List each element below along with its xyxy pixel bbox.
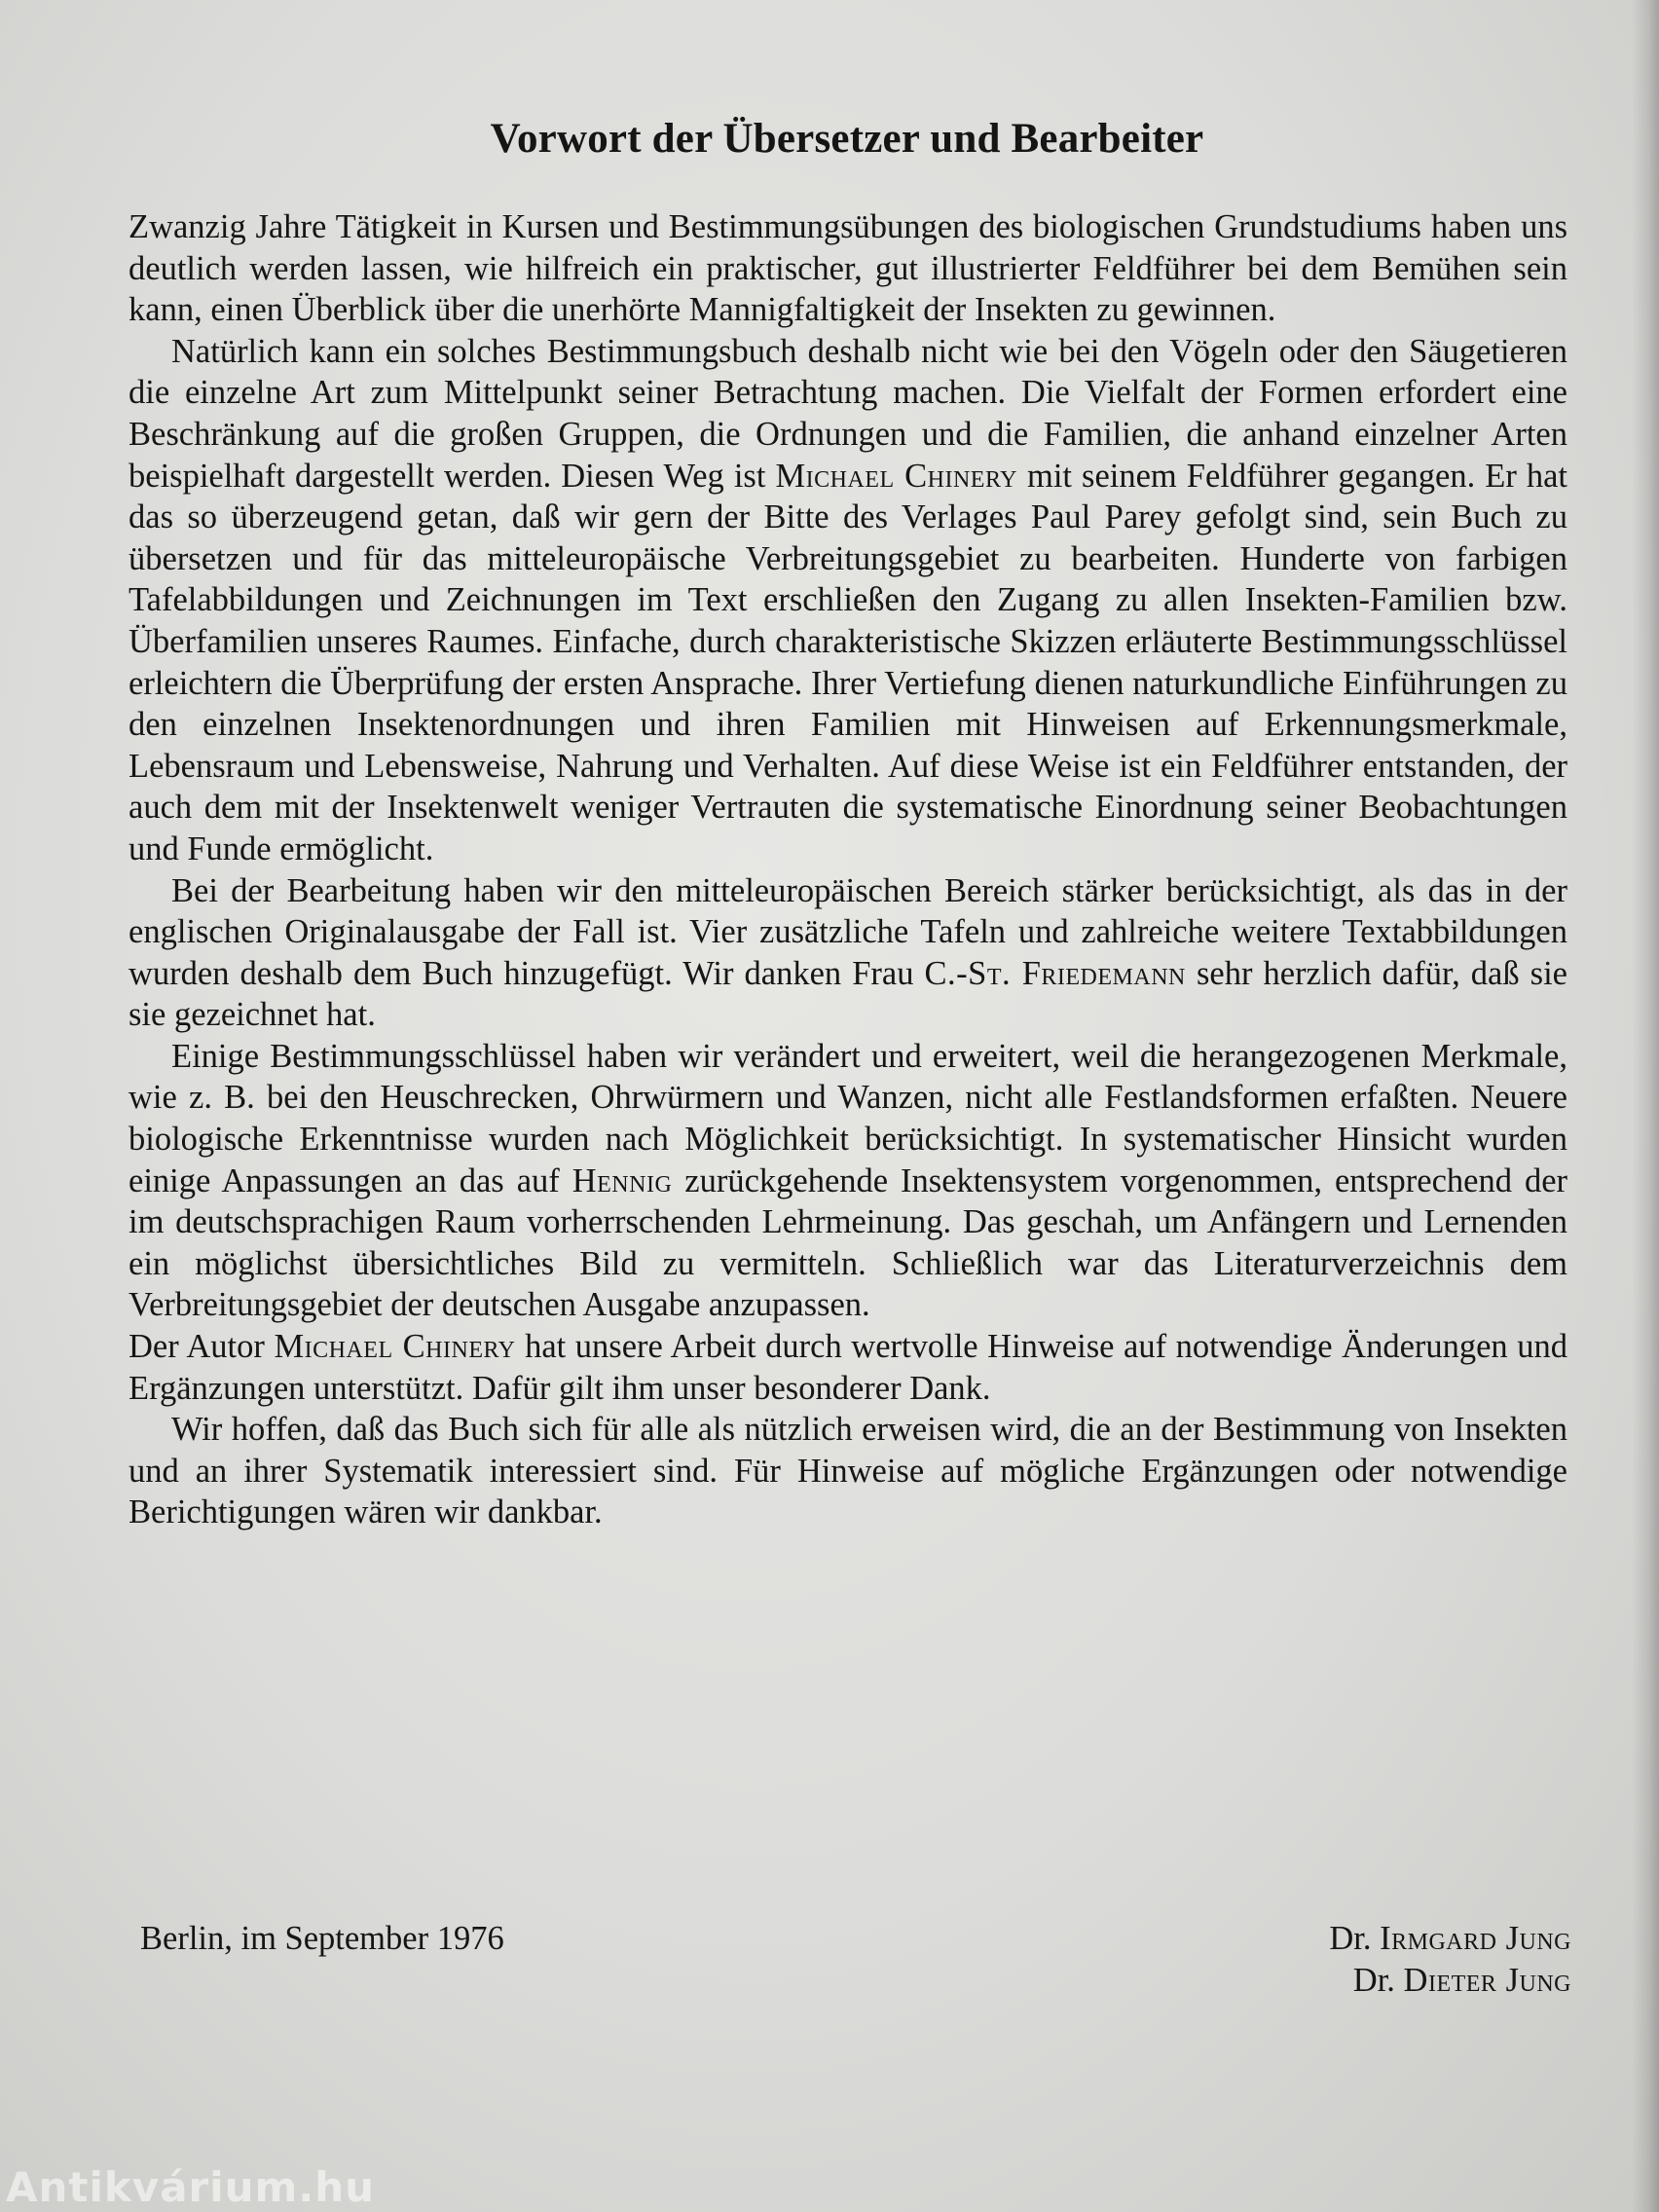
closing-block <box>140 1918 1571 2015</box>
paragraph <box>129 1409 1567 1533</box>
paragraph-text: Wir hoffen, daß das Buch sich für alle als nützlich erweisen wird, die an der Bestimmung von Insekten und an ihrer Systematik interessiert sind. Für Hinweise auf mögliche Ergänzungen oder notwendige Berichtigungen wären wir dankbar. <box>129 1411 1567 1531</box>
person-name: Michael Chinery <box>274 1328 516 1366</box>
paragraph-text: Zwanzig Jahre Tätigkeit in Kursen und Bestimmungsübungen des biologischen Grundstudiums haben uns deutlich werden lassen, wie hilfreich ein praktischer, gut illustrierter Feldführer bei dem Bemühen sein kann, einen Überblick über die unerhörte Mannigfaltigkeit der Insekten zu gewinnen. <box>129 208 1567 329</box>
page-edge-shadow <box>1632 0 1659 2212</box>
signature-title: Dr. <box>1352 1961 1404 1999</box>
paragraph-text: Bei der Bearbeitung haben wir den mitteleuropäischen Bereich stärker berücksichtigt, als das in der englischen Originalausgabe der Fall ist. Vier zusätzliche Tafeln und zahlreiche weitere Textabbildungen wurden deshalb dem Buch hinzugefügt. Wir danken Frau <box>129 871 1567 992</box>
place-date: Berlin, im September 1976 <box>140 1920 504 1957</box>
paragraph <box>129 1036 1567 1326</box>
preface-body <box>129 206 1567 1533</box>
paragraph <box>129 331 1567 870</box>
person-name: Michael Chinery <box>775 457 1017 495</box>
signature-line <box>1329 1960 1571 2002</box>
signature-title: Dr. <box>1329 1920 1381 1957</box>
signatures <box>1329 1918 1571 2001</box>
person-name: C.-St. Friedemann <box>924 954 1186 992</box>
paragraph-text: Der Autor <box>129 1328 275 1366</box>
paragraph <box>129 206 1567 331</box>
signature-name: Dieter Jung <box>1403 1961 1571 1999</box>
paragraph-text: sehr herzlich dafür, daß sie sie gezeichnet hat. <box>129 954 1567 1034</box>
paragraph <box>129 870 1567 1036</box>
person-name: Hennig <box>571 1161 673 1199</box>
signature-name: Irmgard Jung <box>1380 1920 1571 1957</box>
paragraph-text: hat unsere Arbeit durch wertvolle Hinweise auf notwendige Änderungen und Ergänzungen unterstützt. Dafür gilt ihm unser besonderer Dank. <box>129 1328 1567 1407</box>
paragraph-text: zurückgehende Insektensystem vorgenommen, entsprechend der im deutschsprachigen Raum vorherrschenden Lehrmeinung. Das geschah, um Anfängern und Lernenden ein möglichst übersichtliches Bild zu vermitteln. Schließlich war das Literaturverzeichnis dem Verbreitungsgebiet der deutschen Ausgabe anzupassen. <box>129 1161 1568 1324</box>
paragraph-text: Einige Bestimmungsschlüssel haben wir verändert und erweitert, weil die herangezogenen Merkmale, wie z. B. bei den Heuschrecken, Ohrwürmern und Wanzen, nicht alle Festlandsformen erfaßten. Neuere biologische Erkenntnisse wurden nach Möglichkeit berücksichtigt. In systematischer Hinsicht wurden einige Anpassungen an das auf <box>129 1037 1567 1199</box>
signature-line <box>1329 1918 1571 1960</box>
page-title: Vorwort der Übersetzer und Bearbeiter <box>490 116 1204 162</box>
paragraph-text: mit seinem Feldführer gegangen. Er hat das so überzeugend getan, daß wir gern der Bitte des Verlages Paul Parey gefolgt sind, sein Buch zu übersetzen und für das mitteleuropäische Verbreitungsgebiet zu bearbeiten. Hunderte von farbigen Tafelabbildungen und Zeichnungen im Text erschließen den Zugang zu allen Insekten-Familien bzw. Überfamilien unseres Raumes. Einfache, durch charakteristische Skizzen erläuterte Bestimmungsschlüssel erleichtern die Überprüfung der ersten Ansprache. Ihrer Vertiefung dienen naturkundliche Einführungen zu den einzelnen Insektenordnungen und ihren Familien mit Hinweisen auf Erkennungsmerkmale, Lebensraum und Lebensweise, Nahrung und Verhalten. Auf diese Weise ist ein Feldführer entstanden, der auch dem mit der Insektenwelt weniger Vertrauten die systematische Einordnung seiner Beobachtungen und Funde ermöglicht. <box>129 457 1567 867</box>
paragraph-text: Natürlich kann ein solches Bestimmungsbuch deshalb nicht wie bei den Vögeln oder den Säugetieren die einzelne Art zum Mittelpunkt seiner Betrachtung machen. Die Vielfalt der Formen erfordert eine Beschränkung auf die großen Gruppen, die Ordnungen und die Familien, die anhand einzelner Arten beispielhaft dargestellt werden. Diesen Weg ist <box>129 332 1567 495</box>
paragraph <box>129 1326 1567 1409</box>
watermark-text: Antikvárium.hu <box>6 2163 376 2211</box>
